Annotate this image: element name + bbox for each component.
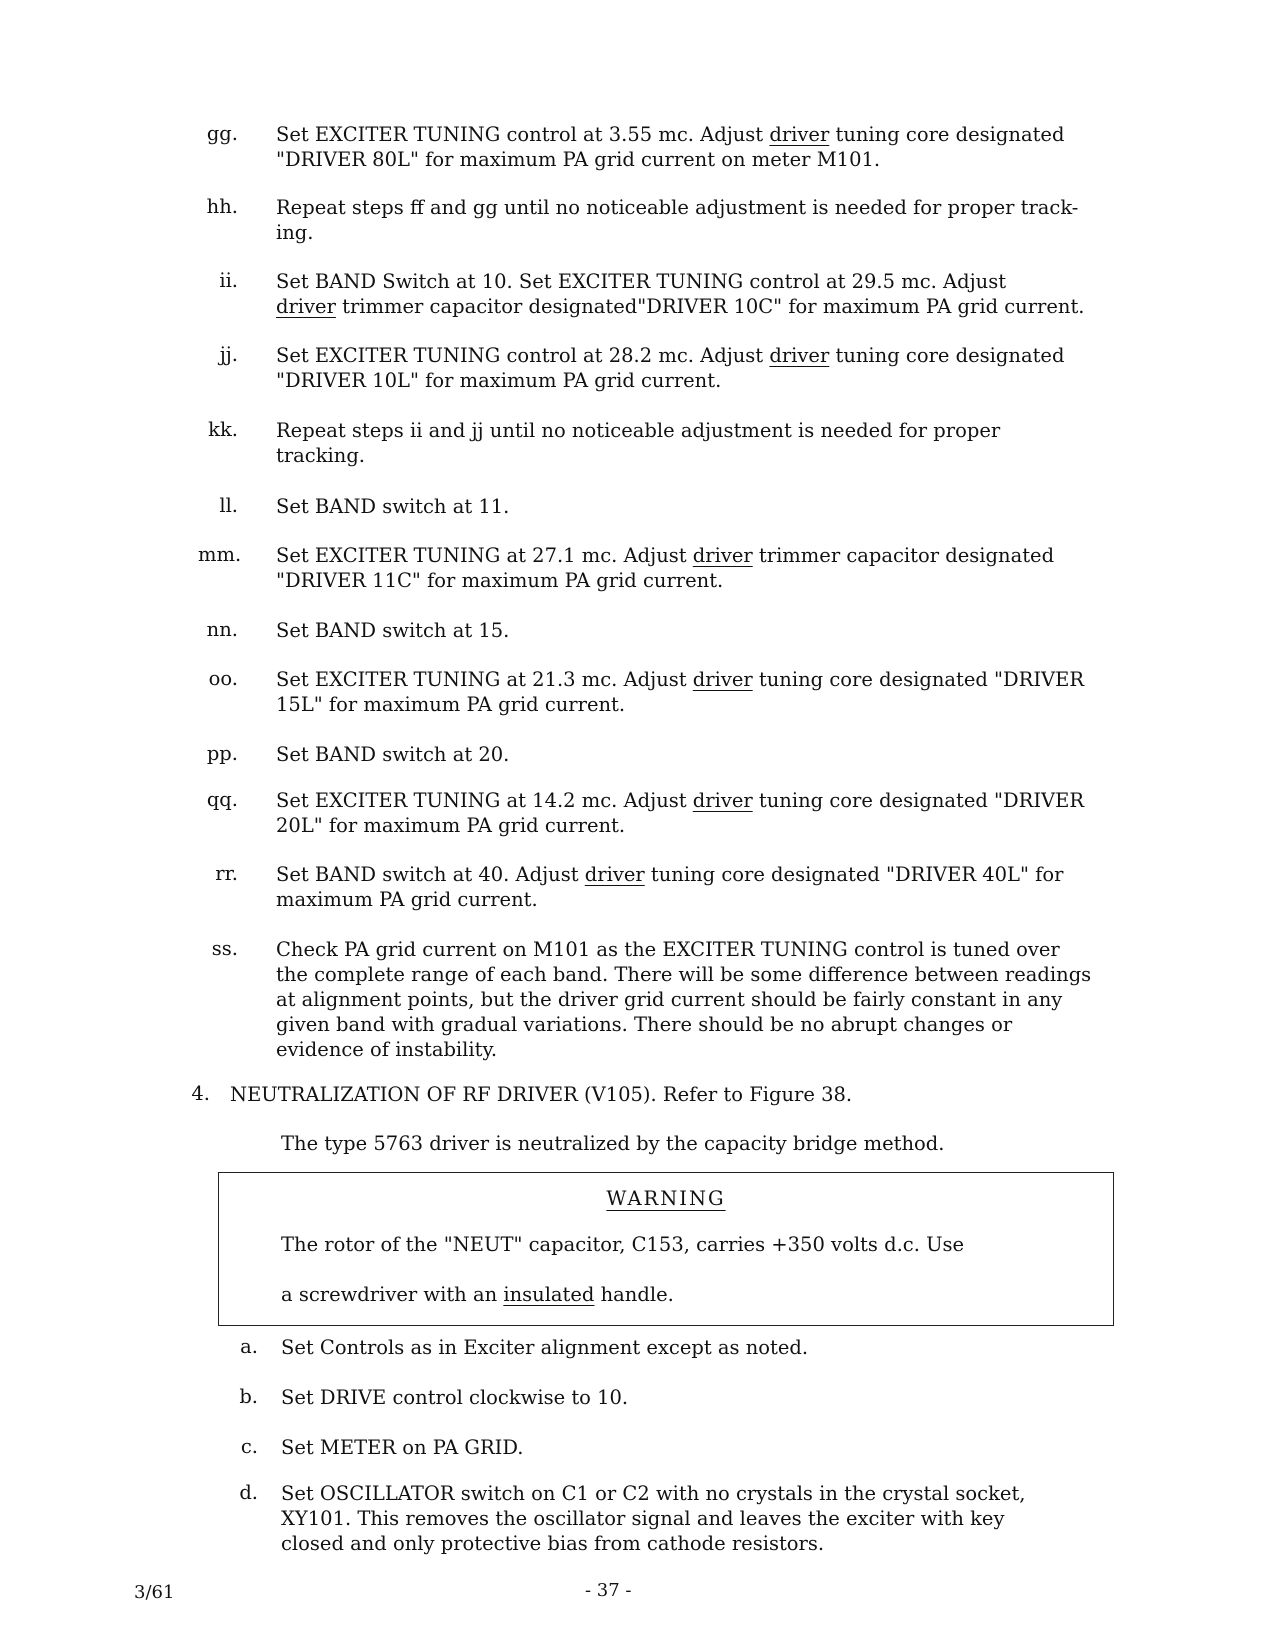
text-line: at alignment points, but the driver grid current should be fairly constant in any bbox=[276, 988, 1063, 1011]
text-line: closed and only protective bias from cathode resistors. bbox=[281, 1532, 825, 1555]
text-line: "DRIVER 11C" for maximum PA grid current. bbox=[276, 569, 724, 592]
warning-box bbox=[218, 1172, 1114, 1326]
step-label: ss. bbox=[211, 937, 238, 960]
step-label: oo. bbox=[208, 667, 238, 690]
step-text bbox=[281, 1335, 1221, 1360]
underlined-term: driver bbox=[692, 789, 753, 812]
step-text bbox=[276, 494, 1216, 519]
step-text bbox=[276, 343, 1216, 393]
text-line: tracking. bbox=[276, 444, 365, 467]
section-title: NEUTRALIZATION OF RF DRIVER (V105). Refer to Figure 38. bbox=[230, 1083, 853, 1106]
text-line: Set EXCITER TUNING control at 3.55 mc. Adjust driver tuning core designated bbox=[276, 123, 1065, 146]
section-number: 4. bbox=[191, 1082, 210, 1105]
text-line: evidence of instability. bbox=[276, 1038, 498, 1061]
text-line: Check PA grid current on M101 as the EXCITER TUNING control is tuned over bbox=[276, 938, 1060, 961]
step-text bbox=[276, 122, 1216, 172]
step-text bbox=[276, 937, 1216, 1062]
step-label: b. bbox=[239, 1385, 258, 1408]
step-label: c. bbox=[240, 1435, 258, 1458]
page-number: - 37 - bbox=[585, 1580, 632, 1601]
step-label: hh. bbox=[206, 195, 238, 218]
text-line: Repeat steps ff and gg until no noticeable adjustment is needed for proper track- bbox=[276, 196, 1079, 219]
text-line: 15L" for maximum PA grid current. bbox=[276, 693, 626, 716]
step-text bbox=[276, 195, 1216, 245]
text-line: Set EXCITER TUNING at 21.3 mc. Adjust driver tuning core designated "DRIVER bbox=[276, 668, 1085, 691]
text-line: Set OSCILLATOR switch on C1 or C2 with no crystals in the crystal socket, bbox=[281, 1482, 1026, 1505]
text-line: Set BAND switch at 15. bbox=[276, 619, 510, 642]
underlined-term: driver bbox=[692, 544, 753, 567]
text-line: Set EXCITER TUNING at 14.2 mc. Adjust driver tuning core designated "DRIVER bbox=[276, 789, 1085, 812]
underlined-term: driver bbox=[692, 668, 753, 691]
text-line: the complete range of each band. There will be some difference between readings bbox=[276, 963, 1092, 986]
step-label: ii. bbox=[219, 269, 238, 292]
text-line: Set BAND switch at 20. bbox=[276, 743, 510, 766]
step-label: gg. bbox=[206, 122, 238, 145]
step-label: mm. bbox=[198, 543, 242, 566]
step-label: jj. bbox=[219, 343, 238, 366]
step-label: rr. bbox=[215, 862, 238, 885]
text-line: maximum PA grid current. bbox=[276, 888, 538, 911]
step-label: nn. bbox=[206, 618, 238, 641]
text-line: Set EXCITER TUNING control at 28.2 mc. Adjust driver tuning core designated bbox=[276, 344, 1065, 367]
step-label: d. bbox=[239, 1481, 258, 1504]
text-line: Set BAND switch at 40. Adjust driver tuning core designated "DRIVER 40L" for bbox=[276, 863, 1064, 886]
step-label: a. bbox=[240, 1335, 258, 1358]
step-text bbox=[276, 788, 1216, 838]
text-line: given band with gradual variations. There should be no abrupt changes or bbox=[276, 1013, 1013, 1036]
text-line: Set EXCITER TUNING at 27.1 mc. Adjust driver trimmer capacitor designated bbox=[276, 544, 1055, 567]
warning-text-line1: The rotor of the "NEUT" capacitor, C153, carries +350 volts d.c. Use bbox=[281, 1233, 965, 1256]
step-text bbox=[281, 1435, 1221, 1460]
text-line: Set BAND Switch at 10. Set EXCITER TUNING control at 29.5 mc. Adjust bbox=[276, 270, 1007, 293]
text-line: Repeat steps ii and jj until no noticeable adjustment is needed for proper bbox=[276, 419, 1001, 442]
step-text bbox=[276, 543, 1216, 593]
warning-text-line2: a screwdriver with an insulated handle. bbox=[281, 1283, 674, 1306]
text-line: Set BAND switch at 11. bbox=[276, 495, 510, 518]
step-text bbox=[276, 862, 1216, 912]
underlined-term: driver bbox=[584, 863, 645, 886]
step-label: ll. bbox=[219, 494, 238, 517]
underlined-term: driver bbox=[769, 344, 830, 367]
text-line: Set DRIVE control clockwise to 10. bbox=[281, 1386, 629, 1409]
warning-title: WARNING bbox=[606, 1187, 726, 1210]
footer-date: 3/61 bbox=[134, 1582, 175, 1603]
underlined-term: driver bbox=[769, 123, 830, 146]
step-text bbox=[276, 618, 1216, 643]
text-line: ing. bbox=[276, 221, 314, 244]
step-text bbox=[276, 418, 1216, 468]
step-text bbox=[276, 667, 1216, 717]
step-text bbox=[276, 742, 1216, 767]
text-line: Set METER on PA GRID. bbox=[281, 1436, 524, 1459]
text-line: 20L" for maximum PA grid current. bbox=[276, 814, 626, 837]
text-line: XY101. This removes the oscillator signal and leaves the exciter with key bbox=[281, 1507, 1005, 1530]
warning-emphasis: insulated bbox=[503, 1283, 595, 1306]
step-text bbox=[281, 1481, 1221, 1556]
underlined-term: driver bbox=[276, 295, 336, 318]
step-label: pp. bbox=[206, 742, 238, 765]
step-label: kk. bbox=[208, 418, 238, 441]
step-label: qq. bbox=[206, 788, 238, 811]
text-line: driver trimmer capacitor designated"DRIVER 10C" for maximum PA grid current. bbox=[276, 295, 1085, 318]
section-intro: The type 5763 driver is neutralized by the capacity bridge method. bbox=[281, 1132, 945, 1155]
step-text bbox=[276, 269, 1216, 319]
text-line: "DRIVER 10L" for maximum PA grid current. bbox=[276, 369, 722, 392]
text-line: Set Controls as in Exciter alignment except as noted. bbox=[281, 1336, 809, 1359]
text-line: "DRIVER 80L" for maximum PA grid current on meter M101. bbox=[276, 148, 881, 171]
step-text bbox=[281, 1385, 1221, 1410]
